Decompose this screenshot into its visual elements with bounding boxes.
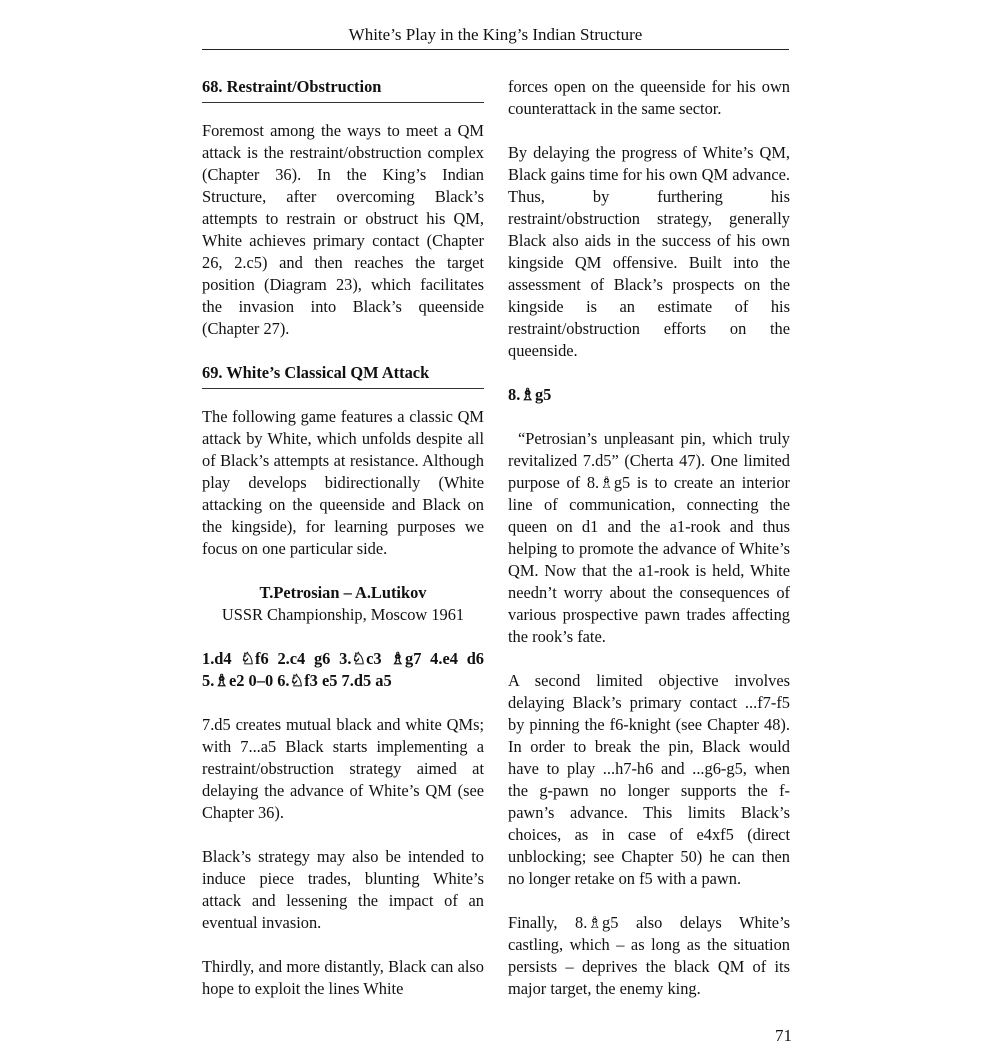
section-69-heading [202,362,484,384]
game-players: T.Petrosian – A.Lutikov [259,583,427,602]
header-rule [202,49,789,50]
section-68-paragraph: Foremost among the ways to meet a QM attack is the restraint/obstruction complex (Chapter 36). In the King’s Indian Structure, after overcoming Black’s attempts to restrain or obstruct his QM, White achieves primary contact (Chapter 26, 2.c5) and then reaches the target position (Diagram 23), which facilitates the invasion into Black’s queenside (Chapter 27). [202,121,484,338]
paragraph-delaying: By delaying the progress of White’s QM, Black gains time for his own QM advance. Thus, by furthering his restraint/obstruction strategy, generally Black also aids in the success of his own kingside QM offensive. Built into the assessment of Black’s prospects on the kingside is an estimate of his restraint/obstruction efforts on the queenside. [508,143,790,360]
move-8-heading: 8.♗g5 [508,385,552,404]
section-68-heading [202,76,484,98]
section-68-rule [202,102,484,103]
section-69-rule [202,388,484,389]
running-head: White’s Play in the King’s Indian Structure [348,25,643,44]
paragraph-continuation: forces open on the queenside for his own counterattack in the same sector. [508,77,790,118]
game-event: USSR Championship, Moscow 1961 [221,605,465,624]
paragraph-strategy: Black’s strategy may also be intended to induce piece trades, blunting White’s attack and lessening the impact of an eventual invasion. [202,847,484,932]
left-column [202,76,484,1022]
page-number: 71 [775,1026,792,1045]
right-column [508,76,790,1022]
game-moves: 1.d4 ♘f6 2.c4 g6 3.♘c3 ♗g7 4.e4 d6 5.♗e2 0–0 6.♘f3 e5 7.d5 a5 [202,649,484,690]
paragraph-finally: Finally, 8.♗g5 also delays White’s castling, which – as long as the situation persists – deprives the black QM of its major target, the enemy king. [508,913,790,998]
section-68-title: 68. Restraint/Obstruction [202,77,382,96]
paragraph-petrosian-quote: “Petrosian’s unpleasant pin, which truly revitalized 7.d5” (Cherta 47). One limited purpose of 8.♗g5 is to create an interior line of communication, connecting the queen on d1 and the a1-rook and thus helping to promote the advance of White’s QM. Now that the a1-rook is held, White needn’t worry about the consequences of various prospective pawn trades affecting the rook’s fate. [508,429,790,646]
section-69-paragraph: The following game features a classic QM attack by White, which unfolds despite all of Black’s attempts at resistance. Although play develops bidirectionally (White attacking on the queenside and Black on the kingside), for learning purposes we focus on one particular side. [202,407,484,558]
paragraph-thirdly: Thirdly, and more distantly, Black can also hope to exploit the lines White [202,957,484,998]
paragraph-second-objective: A second limited objective involves delaying Black’s primary contact ...f7-f5 by pinning the f6-knight (see Chapter 48). In order to break the pin, Black would have to play ...h7-h6 and ...g6-g5, when the g-pawn no longer supports the f-pawn’s advance. This limits Black’s choices, as in case of e4xf5 (direct unblocking; see Chapter 50) he can then no longer retake on f5 with a pawn. [508,671,790,888]
paragraph-7d5: 7.d5 creates mutual black and white QMs; with 7...a5 Black starts implementing a restraint/obstruction strategy aimed at delaying the advance of White’s QM (see Chapter 36). [202,715,484,822]
section-69-title: 69. White’s Classical QM Attack [202,363,430,382]
game-header [202,582,484,626]
